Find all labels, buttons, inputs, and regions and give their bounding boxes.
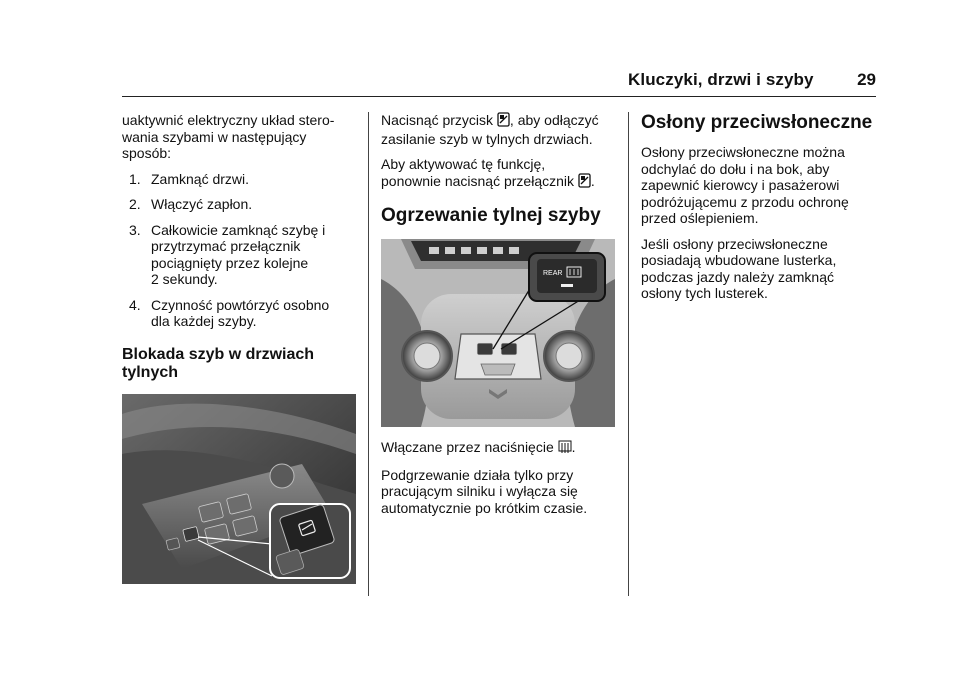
visors-paragraph-1: Osłony przeciwsłoneczne można odchylać do dołu i na bok, aby zapewnić kierowcy i pasażerowi podróżującemu z przodu ochronę przed oślepieniem. xyxy=(641,144,849,226)
door-switch-illustration xyxy=(122,394,356,584)
rear-defrost-icon xyxy=(558,440,572,458)
list-item: 4. Czynność powtórzyć osobno dla każdej szyby. xyxy=(129,296,330,329)
defrost-info-paragraph: Podgrzewanie działa tylko przy pracującym silniku i wyłącza się automatycznie po krótkim czasie. xyxy=(381,466,588,516)
visors-paragraph-2: Jeśli osłony przeciwsłoneczne posiadają wbudowane lusterka, podczas jazdy należy zamknąć osłony tych lusterek. xyxy=(641,235,837,301)
subheading-rear-lock: Blokada szyb w drzwiach tylnych xyxy=(122,345,315,381)
column-1 xyxy=(122,112,356,584)
dashboard-illustration xyxy=(381,239,615,427)
heading-sun-visors: Osłony przeciwsłoneczne xyxy=(641,112,873,133)
heading-rear-defrost: Ogrzewanie tylnej szyby xyxy=(381,205,601,226)
reactivate-paragraph: Aby aktywować tę funkcję, ponownie nacisnąć przełącznik . xyxy=(381,156,615,191)
header-divider xyxy=(122,96,876,97)
column-2 xyxy=(381,112,615,525)
window-lock-icon xyxy=(578,173,591,192)
list-item: 3. Całkowicie zamknąć szybę i przytrzymać przełącznik pociągnięty przez kolejne 2 sekundy. xyxy=(129,221,326,287)
column-divider-1 xyxy=(368,112,369,596)
column-divider-2 xyxy=(628,112,629,596)
defrost-activation-paragraph: Włączane przez naciśnięcie . xyxy=(381,439,615,458)
intro-paragraph: uaktywnić elektryczny układ stero- wania szybami w następujący sposób: xyxy=(122,112,335,161)
window-lock-icon xyxy=(497,112,510,131)
lock-instruction-paragraph: Nacisnąć przycisk , aby odłączyć zasilanie szyb w tylnych drzwiach. xyxy=(381,112,599,147)
steps-list xyxy=(129,171,356,330)
section-title: Kluczyki, drzwi i szyby xyxy=(628,70,814,89)
list-item: 1. Zamknąć drzwi. xyxy=(129,170,250,187)
page-number: 29 xyxy=(857,70,876,89)
door-switch-figure xyxy=(122,394,356,584)
column-3 xyxy=(641,112,875,311)
rear-button-label: REAR xyxy=(543,270,563,277)
list-item: 2. Włączyć zapłon. xyxy=(129,196,253,212)
dashboard-figure xyxy=(381,239,615,427)
